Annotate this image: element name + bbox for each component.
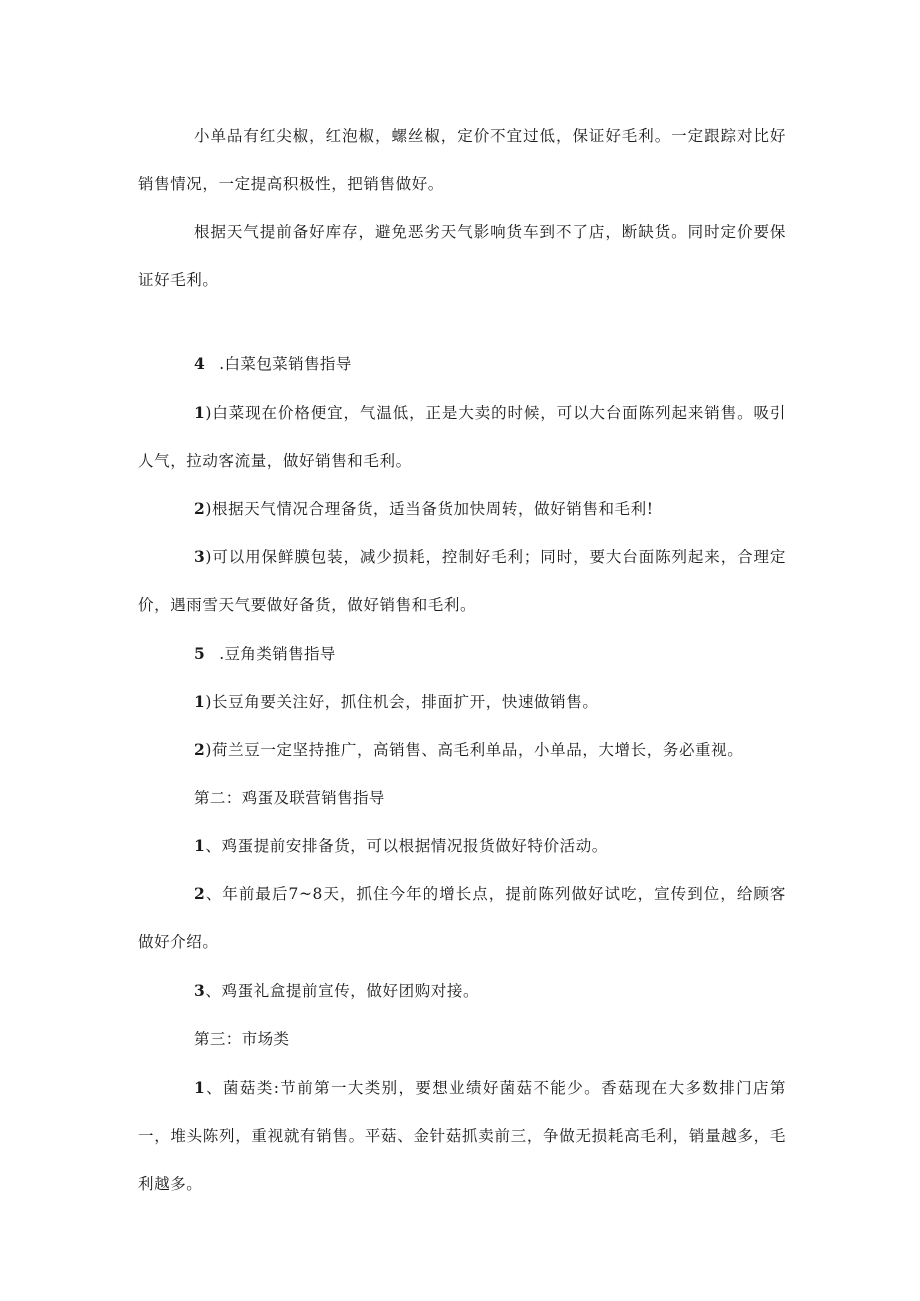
item-number: 2 bbox=[194, 740, 206, 759]
item-number: 1 bbox=[194, 1078, 206, 1097]
item-number: 3 bbox=[194, 547, 206, 566]
item-text: )荷兰豆一定坚持推广，高销售、高毛利单品，小单品，大增长，务必重视。 bbox=[205, 741, 744, 759]
list-item-eggs-3 bbox=[138, 967, 786, 1015]
item-text: 、鸡蛋礼盒提前宣传，做好团购对接。 bbox=[205, 982, 480, 1000]
item-number: 1 bbox=[194, 692, 206, 711]
section-heading-market bbox=[138, 1015, 786, 1063]
item-number: 3 bbox=[194, 981, 206, 1000]
list-item-eggs-2 bbox=[138, 870, 786, 966]
item-number: 2 bbox=[194, 499, 206, 518]
section-heading-text: 第三：市场类 bbox=[194, 1030, 290, 1048]
list-item-market-1 bbox=[138, 1064, 786, 1208]
heading-text: .白菜包菜销售指导 bbox=[219, 355, 352, 373]
paragraph-text: 小单品有红尖椒，红泡椒，螺丝椒，定价不宜过低，保证好毛利。一定跟踪对比好销售情况，一定提高积极性，把销售做好。 bbox=[138, 127, 786, 193]
paragraph-weather-stock bbox=[138, 208, 786, 304]
item-text: )长豆角要关注好，抓住机会，排面扩开，快速做销售。 bbox=[205, 693, 599, 711]
list-item-eggs-1 bbox=[138, 822, 786, 870]
item-text: )根据天气情况合理备货，适当备货加快周转，做好销售和毛利! bbox=[205, 500, 654, 518]
list-item-beans-1 bbox=[138, 678, 786, 726]
item-text: 、菌菇类:节前第一大类别，要想业绩好菌菇不能少。香菇现在大多数排门店第一，堆头陈列，重视就有销售。平菇、金针菇抓卖前三，争做无损耗高毛利，销量越多，毛利越多。 bbox=[138, 1079, 786, 1193]
paragraph-peppers bbox=[138, 112, 786, 208]
list-item-cabbage-3 bbox=[138, 533, 786, 629]
list-item-cabbage-2 bbox=[138, 485, 786, 533]
item-text: )可以用保鲜膜包装，减少损耗，控制好毛利；同时，要大台面陈列起来，合理定价，遇雨雪天气要做好备货，做好销售和毛利。 bbox=[138, 548, 786, 614]
list-item-cabbage-1 bbox=[138, 389, 786, 485]
heading-cabbage-guide bbox=[138, 340, 786, 388]
item-text: 、年前最后7~8天，抓住今年的增长点，提前陈列做好试吃，宣传到位，给顾客做好介绍。 bbox=[138, 885, 786, 951]
item-number: 1 bbox=[194, 403, 206, 422]
paragraph-text: 根据天气提前备好库存，避免恶劣天气影响货车到不了店，断缺货。同时定价要保证好毛利。 bbox=[138, 223, 786, 289]
item-number: 2 bbox=[194, 884, 206, 903]
item-text: 、鸡蛋提前安排备货，可以根据情况报货做好特价活动。 bbox=[205, 837, 608, 855]
item-text: )白菜现在价格便宜，气温低，正是大卖的时候，可以大台面陈列起来销售。吸引人气，拉动客流量，做好销售和毛利。 bbox=[138, 404, 786, 470]
heading-number: 4 bbox=[194, 354, 206, 373]
heading-beans-guide bbox=[138, 630, 786, 678]
section-heading-text: 第二：鸡蛋及联营销售指导 bbox=[194, 789, 385, 807]
heading-text: .豆角类销售指导 bbox=[219, 645, 336, 663]
section-heading-eggs bbox=[138, 774, 786, 822]
heading-number: 5 bbox=[194, 644, 206, 663]
list-item-beans-2 bbox=[138, 726, 786, 774]
item-number: 1 bbox=[194, 836, 206, 855]
